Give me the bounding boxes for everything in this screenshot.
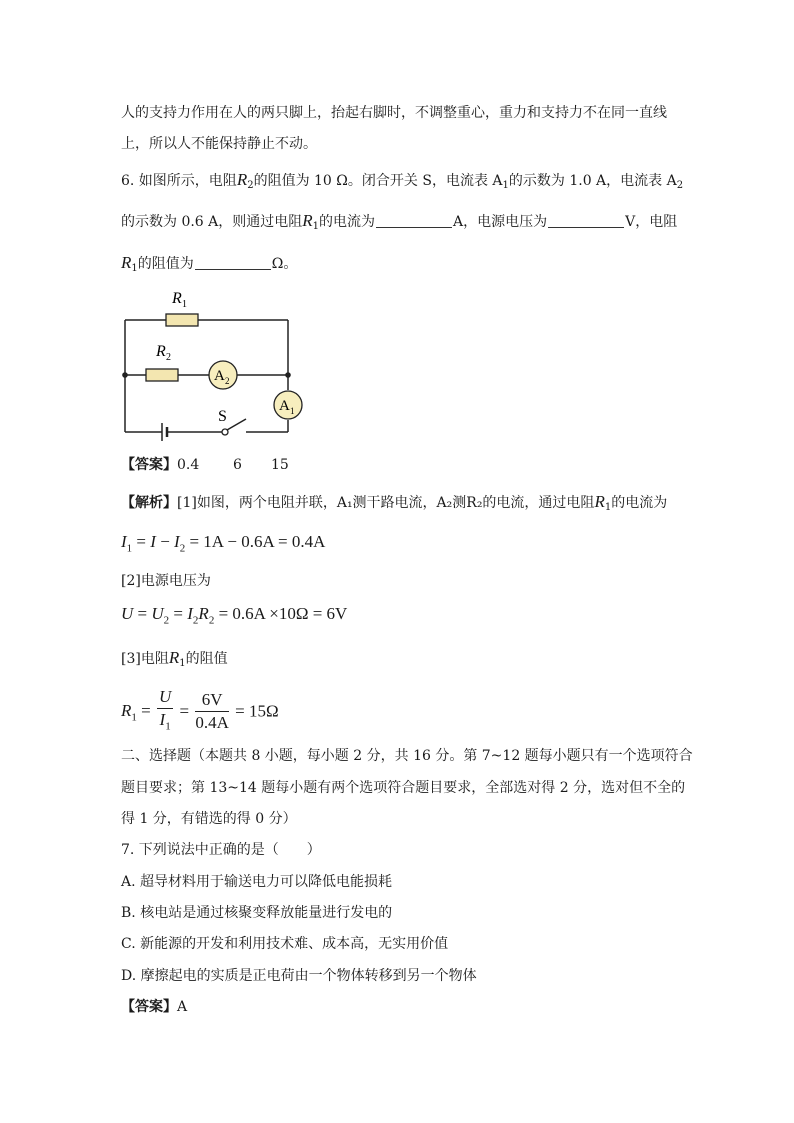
question-6-line-3: $R_1$的阻值为 Ω。 [121,253,298,274]
text-line: 人的支持力作用在人的两只脚上，抬起右脚时，不调整重心，重力和支持力不在同一直线 [121,105,667,121]
analysis-line-1: 【解析】[1]如图，两个电阻并联，A₁测干路电流，A₂测R₂的电流，通过电阻$R_1$的电流为 [121,492,668,513]
text-line: 上，所以人不能保持静止不动。 [121,136,317,152]
section-2-line-2: 题目要求；第 13~14 题每小题有两个选项符合题目要求，全部选对得 2 分，选对但不全的 [121,780,686,796]
a2-sub: 2 [225,376,230,386]
fraction: $\frac{U}{I_1}$ [158,687,172,733]
answer-6: 【答案】0.4 6 15 [121,457,289,473]
junction-dot [285,372,291,378]
section-2-line-1: 二、选择题（本题共 8 小题，每小题 2 分，共 16 分。第 7~12 题每小题只有一个选项符合 [121,748,693,764]
option-a[interactable]: A. 超导材料用于输送电力可以降低电能损耗 [121,874,393,890]
resistor-r2 [146,369,178,381]
option-d[interactable]: D. 摩擦起电的实质是正电荷由一个物体转移到另一个物体 [121,968,477,984]
step-3-label: [3]电阻$R_1$的阻值 [121,648,228,669]
step-2-label: [2]电源电压为 [121,573,211,589]
a1-sub: 1 [290,406,295,416]
option-c[interactable]: C. 新能源的开发和利用技术难、成本高，无实用价值 [121,936,449,952]
equation-resistance: $R_1$ = $\frac{U}{I_1}$ = $\frac{6V}{0.4A}$ = 15Ω [121,687,279,736]
answer-7: 【答案】A [121,999,188,1015]
junction-dot [122,372,128,378]
equation-current-r1: $I_1 = I - I_2 = 1A - 0.6A = 0.4A$ [121,532,326,555]
r1-label: R [172,290,182,307]
r2-label: R [156,343,166,360]
fraction: $\frac{6V}{0.4A}$ [195,690,229,733]
option-b[interactable]: B. 核电站是通过核聚变释放能量进行发电的 [121,905,393,921]
section-2-line-3: 得 1 分，有错选的得 0 分） [121,811,297,827]
r2-sub: 2 [166,352,171,363]
circuit-diagram [118,284,308,444]
r1-sub: 1 [182,299,187,310]
resistor-r1 [166,314,198,326]
question-7: 7. 下列说法中正确的是（ ） [121,842,321,858]
answer-blank[interactable] [548,213,624,228]
switch-blade [227,419,246,430]
question-6-line-2: 的示数为 0.6 A，则通过电阻$R_1$的电流为 A，电源电压为 V，电阻 [121,211,678,232]
question-6-line-1: 6. 如图所示，电阻$R_2$的阻值为 10 Ω。闭合开关 S，电流表 $A_1$的示数为 1.0 A，电流表 $A_2$ [121,170,684,191]
a1-label: A [279,398,290,414]
answer-blank[interactable] [376,213,452,228]
answer-blank[interactable] [195,255,271,270]
a2-label: A [214,368,225,384]
equation-voltage: $U = U_2 = I_2R_2 = 0.6A \times 10\Omega = 6V$ [121,604,348,627]
switch-label: S [218,408,227,425]
